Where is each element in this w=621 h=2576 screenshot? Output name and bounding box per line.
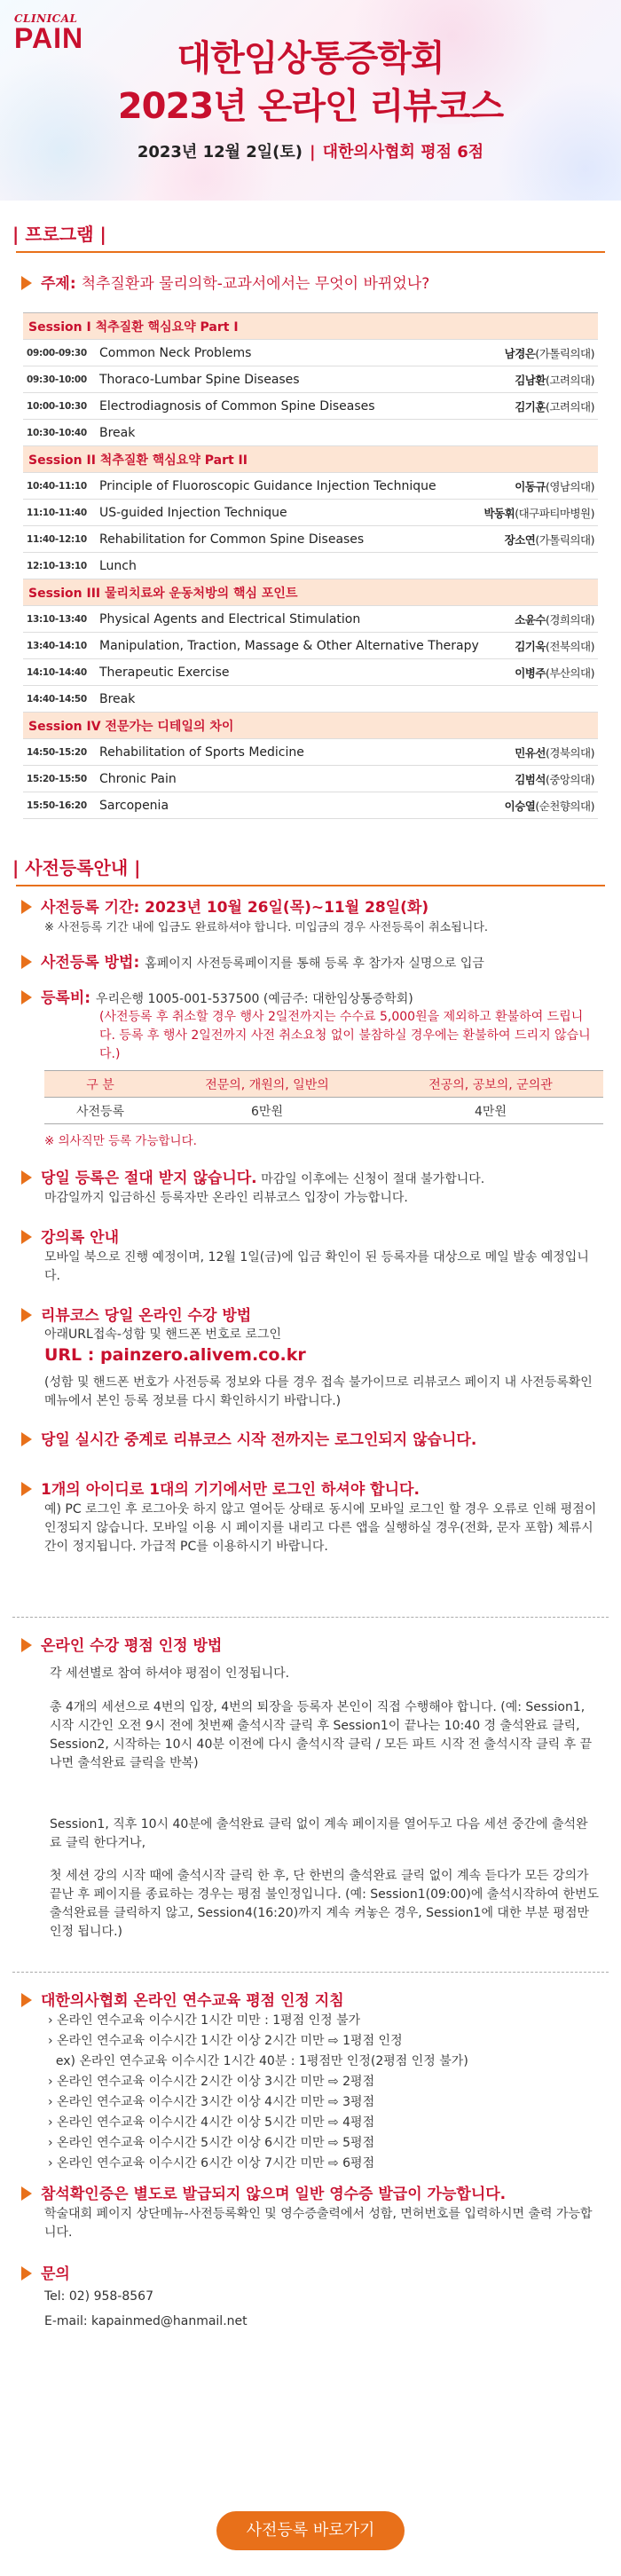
- receipt-text: 학술대회 페이지 상단메뉴-사전등록확인 및 영수증출력에서 성함, 면허번호를 입력하시면 출력 가능합니다.: [44, 2207, 593, 2240]
- banner-title-society: 대한임상통증학회: [177, 38, 444, 79]
- talk-speaker: [505, 798, 598, 814]
- fee-cell: 사전등록: [44, 1098, 156, 1124]
- talk-topic: Break: [99, 691, 136, 706]
- talk-time: 09:00-09:30: [27, 347, 87, 358]
- speaker-affiliation: (부산의대): [545, 666, 594, 680]
- broadcast-label: 당일 실시간 중계로 리뷰코스 시작 전까지는 로그인되지 않습니다.: [41, 1431, 477, 1449]
- credit-p1: 각 세션별로 참여 하셔야 평점이 인정됩니다.: [50, 1666, 290, 1681]
- course-url-link[interactable]: URL : painzero.alivem.co.kr: [44, 1345, 306, 1365]
- talk-speaker: [505, 532, 598, 547]
- speaker-name: 박동휘: [483, 506, 515, 520]
- credit-method: [21, 1633, 222, 1655]
- kma-list-item: › 온라인 연수교육 이수시간 1시간 이상 2시간 미만 ⇨ 1평점 인정: [48, 2034, 403, 2048]
- talk-speaker: [483, 505, 598, 521]
- speaker-affiliation: (대구파티마병원): [515, 506, 594, 520]
- device-label: 1개의 아이디로 1대의 기기에서만 로그인 하셔야 합니다.: [41, 1481, 420, 1499]
- talk-speaker: [505, 345, 598, 361]
- speaker-affiliation: (경북의대): [545, 745, 594, 760]
- talk-speaker: [515, 771, 598, 787]
- divider: [16, 885, 605, 886]
- triangle-bullet-icon: [21, 1432, 32, 1446]
- online-text: 아래URL접속-성함 및 핸드폰 번호로 로그인: [44, 1327, 282, 1342]
- speaker-affiliation: (가톨릭의대): [535, 346, 594, 360]
- logo-small-text: CLINICAL: [14, 12, 78, 25]
- speaker-name: 남경은: [504, 346, 536, 360]
- divider: [16, 251, 605, 253]
- kma-list-item: › 온라인 연수교육 이수시간 5시간 이상 6시간 미만 ⇨ 5평점: [48, 2136, 375, 2150]
- speaker-name: 이동규: [515, 479, 546, 493]
- contact-email[interactable]: E-mail: kapainmed@hanmail.net: [44, 2314, 248, 2328]
- program-row: [23, 606, 598, 633]
- talk-topic: Electrodiagnosis of Common Spine Diseases: [99, 398, 375, 414]
- program-row: [23, 526, 598, 553]
- contact-tel: Tel: 02) 958-8567: [44, 2289, 153, 2304]
- session-title: Session III 물리치료와 운동처방의 핵심 포인트: [28, 586, 298, 601]
- talk-time: 10:30-10:40: [27, 427, 87, 438]
- triangle-bullet-icon: [21, 1993, 32, 2007]
- session-header-row: [23, 579, 598, 606]
- device-text: 예) PC 로그인 후 로그아웃 하지 않고 열어둔 상태로 동시에 모바일 로그인 할 경우 오류로 인해 평점이 인정되지 않습니다. 모바일 이용 시 페이지를 내리고 다른 앱을 실행하실 경우(전화, 문자 포함) 체류시간이 정지됩니다. 가급적 PC를 이용하시기 바랍니다.: [44, 1502, 597, 1554]
- separator: |: [310, 143, 316, 161]
- program-row: [23, 420, 598, 446]
- speaker-name: 소윤수: [515, 612, 546, 626]
- talk-topic: Common Neck Problems: [99, 345, 252, 360]
- speaker-affiliation: (고려의대): [545, 373, 594, 387]
- fee-col-specialist: 전문의, 개원의, 일반의: [156, 1071, 378, 1098]
- lecture-notice: [21, 1225, 119, 1247]
- talk-topic: US-guided Injection Technique: [99, 505, 287, 520]
- reg-fee: [21, 985, 413, 1007]
- talk-topic: Lunch: [99, 558, 137, 573]
- talk-topic: Rehabilitation of Sports Medicine: [99, 744, 304, 760]
- online-label: 리뷰코스 당일 온라인 수강 방법: [41, 1307, 252, 1325]
- pre-registration-button[interactable]: 사전등록 바로가기: [216, 2511, 405, 2550]
- talk-time: 14:50-15:20: [27, 746, 87, 758]
- reg-period: [21, 894, 428, 917]
- talk-time: 11:10-11:40: [27, 507, 87, 518]
- talk-time: 10:00-10:30: [27, 400, 87, 412]
- kma-list-item: › 온라인 연수교육 이수시간 1시간 미만 : 1평점 인정 불가: [48, 2013, 361, 2028]
- talk-topic: Therapeutic Exercise: [99, 665, 230, 680]
- talk-time: 15:20-15:50: [27, 773, 87, 784]
- fee-cell: 6만원: [156, 1098, 378, 1124]
- speaker-affiliation: (가톨릭의대): [535, 532, 594, 547]
- receipt-label: 참석확인증은 별도로 발급되지 않으며 일반 영수증 발급이 가능합니다.: [41, 2186, 507, 2203]
- program-theme: [21, 271, 429, 293]
- triangle-bullet-icon: [21, 955, 32, 969]
- talk-time: 10:40-11:10: [27, 480, 87, 492]
- dashed-divider: [12, 1972, 609, 1973]
- triangle-bullet-icon: [21, 2266, 32, 2281]
- lecture-label: 강의록 안내: [41, 1229, 120, 1247]
- talk-speaker: [515, 372, 598, 388]
- reg-period-note: ※ 사전등록 기간 내에 입금도 완료하셔야 합니다. 미입금의 경우 사전등록이 취소됩니다.: [44, 921, 489, 934]
- kma-list-item: › 온라인 연수교육 이수시간 6시간 이상 7시간 미만 ⇨ 6평점: [48, 2156, 375, 2170]
- talk-time: 14:40-14:50: [27, 693, 87, 705]
- talk-topic: Physical Agents and Electrical Stimulation: [99, 611, 361, 626]
- kma-list-item: › 온라인 연수교육 이수시간 3시간 이상 4시간 미만 ⇨ 3평점: [48, 2095, 375, 2109]
- contact: [21, 2261, 70, 2283]
- talk-speaker: [515, 665, 598, 681]
- reg-period-label: 사전등록 기간:: [41, 899, 145, 917]
- talk-topic: Break: [99, 425, 136, 440]
- session-title: Session IV 전문가는 디테일의 차이: [28, 719, 234, 734]
- registration-section-title: | 사전등록안내 |: [12, 857, 141, 878]
- reg-method: [21, 949, 484, 972]
- contact-label: 문의: [41, 2265, 70, 2283]
- program-row: [23, 500, 598, 526]
- speaker-name: 장소연: [504, 532, 536, 547]
- triangle-bullet-icon: [21, 1230, 32, 1244]
- device-notice: [21, 1477, 420, 1499]
- triangle-bullet-icon: [21, 2186, 32, 2201]
- program-table: [23, 312, 598, 819]
- broadcast-notice: [21, 1427, 476, 1449]
- logo-big-text: PAIN: [14, 22, 84, 54]
- onsite-text: 마감일 이후에는 신청이 절대 불가합니다.: [256, 1172, 485, 1186]
- reg-method-text: 홈페이지 사전등록페이지를 통해 등록 후 참가자 실명으로 입금: [145, 957, 484, 971]
- banner-title-course: 2023년 온라인 리뷰코스: [117, 86, 504, 127]
- speaker-name: 김범석: [515, 772, 546, 786]
- talk-time: 14:10-14:40: [27, 666, 87, 678]
- triangle-bullet-icon: [21, 1308, 32, 1322]
- receipt-notice: [21, 2181, 506, 2203]
- theme-text: 척추질환과 물리의학-교과서에서는 무엇이 바뀌었나?: [81, 275, 430, 293]
- fee-col-resident: 전공의, 공보의, 군의관: [378, 1071, 603, 1098]
- talk-topic: Manipulation, Traction, Massage & Other Alternative Therapy: [99, 638, 479, 653]
- session-header-row: [23, 713, 598, 739]
- program-row: [23, 633, 598, 659]
- program-row: [23, 686, 598, 713]
- refund-note: (사전등록 후 취소할 경우 행사 2일전까지는 수수료 5,000원을 제외하고 환불하여 드립니다. 등록 후 행사 2일전까지 사전 취소요청 없이 불참하실 경우에는 환불하여 드리지 않습니다.): [99, 1010, 591, 1061]
- speaker-name: 김남환: [515, 373, 546, 387]
- reg-method-label: 사전등록 방법:: [41, 954, 145, 972]
- credit-p2: 총 4개의 세션으로 4번의 입장, 4번의 퇴장을 등록자 본인이 직접 수행해야 합니다. (예: Session1, 시작 시간인 오전 9시 전에 첫번째 출석시작 클릭 후 Session1이 끝나는 10:40 경 출석완료 클릭, Session2, 시작하는 10시 40분 이전에 다시 출석시작 클릭 / 모든 파트 시작 전 출석시작 클릭 후 끝나면 출석완료 클릭을 반복): [50, 1700, 593, 1770]
- fee-table-row: [44, 1098, 603, 1124]
- triangle-bullet-icon: [21, 900, 32, 914]
- onsite-notice: [21, 1165, 484, 1187]
- reg-fee-account: 우리은행 1005-001-537500 (예금주: 대한임상통증학회): [95, 992, 413, 1006]
- kma-list-item: ex) 온라인 연수교육 이수시간 1시간 40분 : 1평점만 인정(2평점 인정 불가): [48, 2054, 468, 2068]
- talk-topic: Chronic Pain: [99, 771, 177, 786]
- talk-speaker: [515, 638, 598, 654]
- triangle-bullet-icon: [21, 990, 32, 1004]
- talk-topic: Sarcopenia: [99, 798, 169, 813]
- program-row: [23, 473, 598, 500]
- speaker-name: 이병주: [515, 666, 546, 680]
- kma-list-item: › 온라인 연수교육 이수시간 4시간 이상 5시간 미만 ⇨ 4평점: [48, 2115, 375, 2130]
- kma-list: [48, 2011, 598, 2174]
- online-note: (성함 및 핸드폰 번호가 사전등록 정보와 다를 경우 접속 불가이므로 리뷰코스 페이지 내 사전등록확인 메뉴에서 본인 등록 정보를 다시 확인하시기 바랍니다.): [44, 1375, 593, 1408]
- banner-date-line: [0, 139, 621, 162]
- fee-col-category: 구 분: [44, 1071, 156, 1098]
- program-row: [23, 792, 598, 819]
- kma-label: 대한의사협회 온라인 연수교육 평점 인정 지침: [41, 1992, 344, 2010]
- fee-table-header: [44, 1071, 603, 1098]
- credit-label: 온라인 수강 평점 인정 방법: [41, 1637, 223, 1655]
- triangle-bullet-icon: [21, 276, 32, 290]
- session-title: Session II 척추질환 핵심요약 Part II: [28, 453, 248, 468]
- speaker-affiliation: (영남의대): [545, 479, 594, 493]
- speaker-affiliation: (전북의대): [545, 639, 594, 653]
- fee-cell: 4만원: [378, 1098, 603, 1124]
- talk-speaker: [515, 744, 598, 760]
- speaker-name: 김기훈: [515, 399, 546, 414]
- talk-time: 12:10-13:10: [27, 560, 87, 571]
- header-banner: [0, 0, 621, 201]
- kma-guideline: [21, 1988, 344, 2010]
- speaker-affiliation: (중앙의대): [545, 772, 594, 786]
- session-header-row: [23, 313, 598, 340]
- program-row: [23, 659, 598, 686]
- talk-time: 13:40-14:10: [27, 640, 87, 651]
- online-method: [21, 1303, 251, 1325]
- session-title: Session I 척추질환 핵심요약 Part I: [28, 319, 239, 335]
- speaker-name: 민유선: [515, 745, 546, 760]
- speaker-name: 이승열: [504, 799, 536, 813]
- program-row: [23, 739, 598, 766]
- talk-speaker: [515, 478, 598, 494]
- speaker-affiliation: (순천향의대): [535, 799, 594, 813]
- doctor-only-note: ※ 의사직만 등록 가능합니다.: [44, 1134, 197, 1148]
- talk-topic: Thoraco-Lumbar Spine Diseases: [99, 372, 300, 387]
- talk-time: 13:10-13:40: [27, 613, 87, 625]
- talk-topic: Principle of Fluoroscopic Guidance Injection Technique: [99, 478, 436, 493]
- lecture-text: 모바일 북으로 진행 예정이며, 12월 1일(금)에 입금 확인이 된 등록자를 대상으로 메일 발송 예정입니다.: [44, 1250, 589, 1283]
- onsite-text2: 마감일까지 입금하신 등록자만 온라인 리뷰코스 입장이 가능합니다.: [44, 1191, 408, 1205]
- triangle-bullet-icon: [21, 1638, 32, 1652]
- speaker-affiliation: (고려의대): [545, 399, 594, 414]
- theme-label: 주제:: [41, 275, 82, 293]
- triangle-bullet-icon: [21, 1170, 32, 1185]
- session-header-row: [23, 446, 598, 473]
- speaker-name: 김기욱: [515, 639, 546, 653]
- credit-points: 대한의사협회 평점 6점: [322, 143, 484, 161]
- talk-time: 09:30-10:00: [27, 374, 87, 385]
- program-row: [23, 766, 598, 792]
- fee-table: [44, 1070, 603, 1124]
- event-date: 2023년 12월 2일(토): [137, 143, 303, 161]
- talk-speaker: [515, 611, 598, 627]
- program-section-title: | 프로그램 |: [12, 224, 106, 245]
- dashed-divider: [12, 1617, 609, 1618]
- credit-p3: Session1, 직후 10시 40분에 출석완료 클릭 없이 계속 페이지를 열어두고 다음 세션 중간에 출석완료 클릭 한다거나,: [50, 1817, 588, 1850]
- talk-speaker: [515, 398, 598, 414]
- program-row: [23, 340, 598, 366]
- reg-period-value: 2023년 10월 26일(목)~11월 28일(화): [145, 899, 429, 917]
- program-row: [23, 393, 598, 420]
- program-row: [23, 366, 598, 393]
- triangle-bullet-icon: [21, 1482, 32, 1496]
- reg-fee-label: 등록비:: [41, 989, 96, 1007]
- speaker-affiliation: (경희의대): [545, 612, 594, 626]
- kma-list-item: › 온라인 연수교육 이수시간 2시간 이상 3시간 미만 ⇨ 2평점: [48, 2075, 375, 2089]
- talk-topic: Rehabilitation for Common Spine Diseases: [99, 532, 365, 547]
- program-row: [23, 553, 598, 579]
- onsite-label: 당일 등록은 절대 받지 않습니다.: [41, 1170, 257, 1187]
- credit-p4: 첫 세션 강의 시작 때에 출석시작 클릭 한 후, 단 한번의 출석완료 클릭 없이 계속 듣다가 모든 강의가 끝난 후 페이지를 종료하는 경우는 평점 불인정입니다. (예: Session1(09:00)에 출석시작하여 한번도 출석완료를 클릭하지 않고, Session4(16:20)까지 계속 켜놓은 경우, Session1에 대한 부분 평점만 인정 됩니다.): [50, 1869, 600, 1939]
- talk-time: 11:40-12:10: [27, 533, 87, 545]
- talk-time: 15:50-16:20: [27, 800, 87, 811]
